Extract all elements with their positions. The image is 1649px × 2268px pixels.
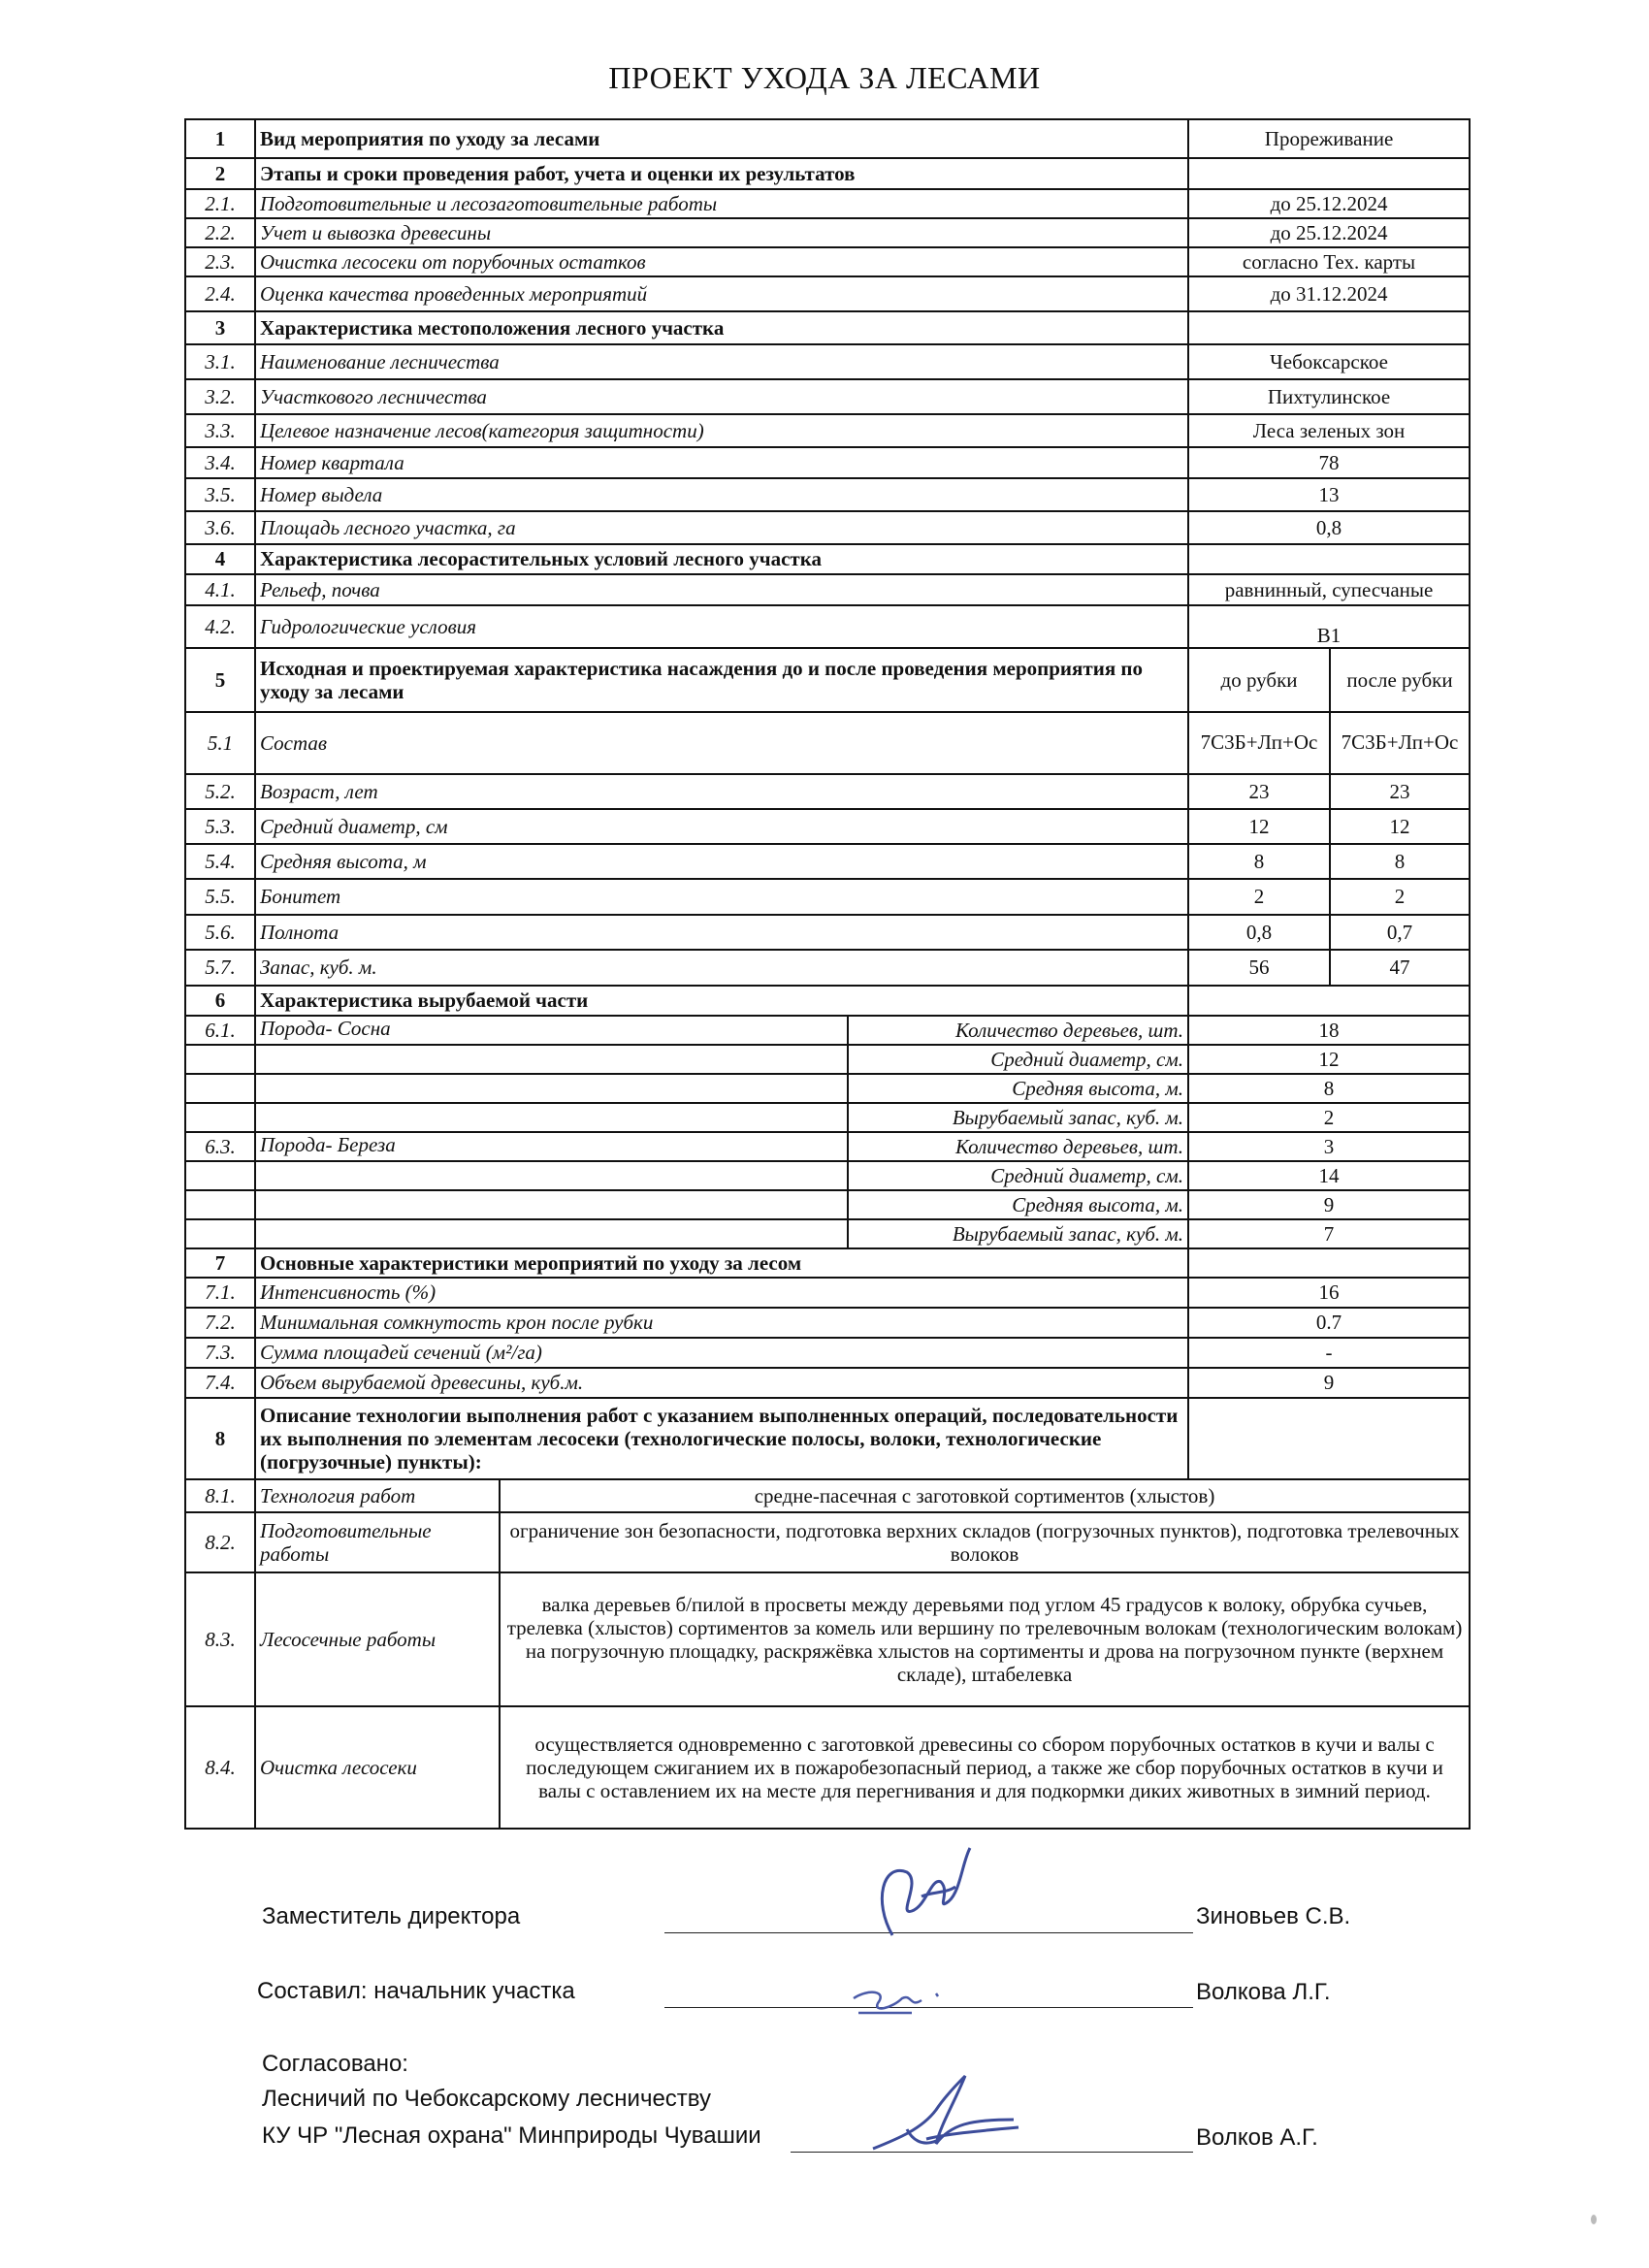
item-label: Учет и вывозка древесины bbox=[255, 218, 1188, 247]
row-7 bbox=[185, 1248, 1470, 1278]
param-value: 8 bbox=[1188, 1074, 1470, 1103]
item-label: Технология работ bbox=[255, 1479, 500, 1512]
row-6-1-3 bbox=[185, 1074, 1470, 1103]
forester-title-line1: Лесничий по Чебоксарскому лесничеству bbox=[262, 2086, 712, 2112]
item-value: валка деревьев б/пилой в просветы между деревьями под углом 45 градусов к волоку, обрубка сучьев, трелевка (хлыстов) сортиментов за комель или вершину по трелевочным волокам (технологическим волокам) на погрузочную площадку, раскряжёвка хлыстов на сортименты и дрова на погрузочном пункте (верхнем складе), штабелевка bbox=[500, 1572, 1470, 1706]
row-4-1 bbox=[185, 574, 1470, 605]
item-value: 0,8 bbox=[1188, 511, 1470, 544]
section-number: 4 bbox=[185, 544, 255, 574]
section-title: Описание технологии выполнения работ с указанием выполненных операций, последовательности их выполнения по элементам лесосеки (технологические полосы, волоки, технологические (погрузочные) пункты): bbox=[255, 1398, 1188, 1479]
row-6-2-2 bbox=[185, 1161, 1470, 1190]
row-5-3 bbox=[185, 809, 1470, 844]
row-7-1 bbox=[185, 1278, 1470, 1308]
item-value: 13 bbox=[1188, 478, 1470, 511]
row-8-1 bbox=[185, 1479, 1470, 1512]
param-label: Средняя высота, м. bbox=[848, 1074, 1188, 1103]
param-label: Количество деревьев, шт. bbox=[848, 1016, 1188, 1045]
after-value: 7С3Б+Лп+Ос bbox=[1330, 712, 1470, 774]
item-value: 78 bbox=[1188, 447, 1470, 478]
forest-care-table bbox=[184, 118, 1471, 1830]
param-label: Средняя высота, м. bbox=[848, 1190, 1188, 1219]
row-5-5 bbox=[185, 879, 1470, 915]
compiler-signature bbox=[844, 1969, 960, 2027]
row-5 bbox=[185, 648, 1470, 712]
before-value: 2 bbox=[1188, 879, 1330, 915]
item-value: ограничение зон безопасности, подготовка верхних складов (погрузочных пунктов), подготовка трелевочных волоков bbox=[500, 1512, 1470, 1572]
item-number: 8.1. bbox=[185, 1479, 255, 1512]
item-value: 16 bbox=[1188, 1278, 1470, 1308]
row-3-4 bbox=[185, 447, 1470, 478]
item-label: Объем вырубаемой древесины, куб.м. bbox=[255, 1368, 1188, 1398]
section-title: Основные характеристики мероприятий по уходу за лесом bbox=[255, 1248, 1188, 1278]
item-number: 3.6. bbox=[185, 511, 255, 544]
after-value: 0,7 bbox=[1330, 915, 1470, 950]
section-title: Характеристика местоположения лесного участка bbox=[255, 311, 1188, 344]
empty-cell bbox=[255, 1103, 848, 1132]
param-value: 7 bbox=[1188, 1219, 1470, 1248]
after-value: 8 bbox=[1330, 844, 1470, 879]
item-number: 2.3. bbox=[185, 247, 255, 276]
section-title: Характеристика вырубаемой части bbox=[255, 986, 1188, 1016]
item-label: Рельеф, почва bbox=[255, 574, 1188, 605]
item-number: 3.4. bbox=[185, 447, 255, 478]
row-6-1-2 bbox=[185, 1045, 1470, 1074]
row-8-4 bbox=[185, 1706, 1470, 1829]
item-label: Интенсивность (%) bbox=[255, 1278, 1188, 1308]
section-number: 7 bbox=[185, 1248, 255, 1278]
before-value: 7С3Б+Лп+Ос bbox=[1188, 712, 1330, 774]
row-5-7 bbox=[185, 950, 1470, 986]
section-number: 6 bbox=[185, 986, 255, 1016]
row-5-6 bbox=[185, 915, 1470, 950]
empty-cell bbox=[1188, 986, 1470, 1016]
section-title: Характеристика лесорастительных условий лесного участка bbox=[255, 544, 1188, 574]
item-label: Бонитет bbox=[255, 879, 1188, 915]
param-value: 3 bbox=[1188, 1132, 1470, 1161]
row-6-1-1 bbox=[185, 1016, 1470, 1045]
empty-cell bbox=[185, 1103, 255, 1132]
section-number: 3 bbox=[185, 311, 255, 344]
item-number: 8.3. bbox=[185, 1572, 255, 1706]
agreed-label: Согласовано: bbox=[262, 2051, 408, 2077]
row-8 bbox=[185, 1398, 1470, 1479]
item-number: 5.4. bbox=[185, 844, 255, 879]
species-label: Порода- Береза bbox=[255, 1132, 848, 1161]
empty-cell bbox=[185, 1161, 255, 1190]
item-number: 3.1. bbox=[185, 344, 255, 379]
param-label: Средний диаметр, см. bbox=[848, 1045, 1188, 1074]
item-label: Подготовительные и лесозаготовительные работы bbox=[255, 189, 1188, 218]
after-header: после рубки bbox=[1330, 648, 1470, 712]
after-value: 2 bbox=[1330, 879, 1470, 915]
row-2-4 bbox=[185, 276, 1470, 311]
document-title: ПРОЕКТ УХОДА ЗА ЛЕСАМИ bbox=[608, 60, 1041, 95]
item-label: Номер выдела bbox=[255, 478, 1188, 511]
param-label: Вырубаемый запас, куб. м. bbox=[848, 1219, 1188, 1248]
item-number: 7.3. bbox=[185, 1338, 255, 1368]
row-3-6 bbox=[185, 511, 1470, 544]
item-label: Подготовительные работы bbox=[255, 1512, 500, 1572]
row-7-4 bbox=[185, 1368, 1470, 1398]
item-number: 8.4. bbox=[185, 1706, 255, 1829]
item-value: до 25.12.2024 bbox=[1188, 189, 1470, 218]
row-7-3 bbox=[185, 1338, 1470, 1368]
item-number: 3.3. bbox=[185, 414, 255, 447]
section-title: Вид мероприятия по уходу за лесами bbox=[255, 119, 1188, 158]
item-value: В1 bbox=[1188, 605, 1470, 648]
before-value: 23 bbox=[1188, 774, 1330, 809]
item-label: Наименование лесничества bbox=[255, 344, 1188, 379]
empty-cell bbox=[185, 1045, 255, 1074]
item-label: Площадь лесного участка, га bbox=[255, 511, 1188, 544]
item-number: 4.1. bbox=[185, 574, 255, 605]
deputy-signature bbox=[854, 1843, 989, 1950]
item-number: 6.3. bbox=[185, 1132, 255, 1161]
section-number: 5 bbox=[185, 648, 255, 712]
after-value: 12 bbox=[1330, 809, 1470, 844]
item-value: Леса зеленых зон bbox=[1188, 414, 1470, 447]
row-2 bbox=[185, 158, 1470, 189]
scan-mark bbox=[1591, 2215, 1597, 2224]
empty-cell bbox=[255, 1161, 848, 1190]
row-4-2 bbox=[185, 605, 1470, 648]
item-number: 5.2. bbox=[185, 774, 255, 809]
row-6-2-4 bbox=[185, 1219, 1470, 1248]
item-value: равнинный, супесчаные bbox=[1188, 574, 1470, 605]
forester-name: Волков А.Г. bbox=[1196, 2124, 1318, 2151]
item-value: Чебоксарское bbox=[1188, 344, 1470, 379]
row-3-1 bbox=[185, 344, 1470, 379]
row-8-2 bbox=[185, 1512, 1470, 1572]
item-number: 5.1 bbox=[185, 712, 255, 774]
section-number: 2 bbox=[185, 158, 255, 189]
empty-cell bbox=[185, 1219, 255, 1248]
row-3-3 bbox=[185, 414, 1470, 447]
item-label: Средняя высота, м bbox=[255, 844, 1188, 879]
item-number: 2.1. bbox=[185, 189, 255, 218]
row-5-1 bbox=[185, 712, 1470, 774]
item-value: средне-пасечная с заготовкой сортиментов (хлыстов) bbox=[500, 1479, 1470, 1512]
before-value: 12 bbox=[1188, 809, 1330, 844]
item-value: согласно Тех. карты bbox=[1188, 247, 1470, 276]
item-label: Запас, куб. м. bbox=[255, 950, 1188, 986]
item-value: Пихтулинское bbox=[1188, 379, 1470, 414]
section-number: 1 bbox=[185, 119, 255, 158]
row-2-2 bbox=[185, 218, 1470, 247]
item-label: Полнота bbox=[255, 915, 1188, 950]
section-title: Исходная и проектируемая характеристика насаждения до и после проведения мероприятия по уходу за лесами bbox=[255, 648, 1188, 712]
section-number: 8 bbox=[185, 1398, 255, 1479]
item-number: 3.2. bbox=[185, 379, 255, 414]
compiler-title: Составил: начальник участка bbox=[257, 1978, 575, 2004]
row-4 bbox=[185, 544, 1470, 574]
before-value: 0,8 bbox=[1188, 915, 1330, 950]
row-3-2 bbox=[185, 379, 1470, 414]
item-number: 3.5. bbox=[185, 478, 255, 511]
item-number: 7.4. bbox=[185, 1368, 255, 1398]
row-1 bbox=[185, 119, 1470, 158]
compiler-name: Волкова Л.Г. bbox=[1196, 1979, 1331, 2005]
empty-cell bbox=[185, 1190, 255, 1219]
empty-cell bbox=[255, 1190, 848, 1219]
item-number: 5.6. bbox=[185, 915, 255, 950]
item-number: 5.7. bbox=[185, 950, 255, 986]
item-label: Оценка качества проведенных мероприятий bbox=[255, 276, 1188, 311]
item-value: осуществляется одновременно с заготовкой древесины со сбором порубочных остатков в кучи и валы с последующем сжиганием их в пожаробезопасный период, а также же сбор порубочных остатков в кучи и валы с оставлением их на месте для перегнивания и для подкормки диких животных в зимний период. bbox=[500, 1706, 1470, 1829]
item-label: Очистка лесосеки bbox=[255, 1706, 500, 1829]
empty-cell bbox=[255, 1219, 848, 1248]
after-value: 23 bbox=[1330, 774, 1470, 809]
item-label: Минимальная сомкнутость крон после рубки bbox=[255, 1308, 1188, 1338]
row-7-2 bbox=[185, 1308, 1470, 1338]
forester-signature bbox=[868, 2071, 1023, 2158]
item-label: Целевое назначение лесов(категория защитности) bbox=[255, 414, 1188, 447]
param-label: Вырубаемый запас, куб. м. bbox=[848, 1103, 1188, 1132]
param-label: Количество деревьев, шт. bbox=[848, 1132, 1188, 1161]
deputy-name: Зиновьев С.В. bbox=[1196, 1903, 1351, 1929]
row-6-2-3 bbox=[185, 1190, 1470, 1219]
param-value: 2 bbox=[1188, 1103, 1470, 1132]
item-number: 2.2. bbox=[185, 218, 255, 247]
item-label: Сумма площадей сечений (м²/га) bbox=[255, 1338, 1188, 1368]
row-5-2 bbox=[185, 774, 1470, 809]
item-number: 5.3. bbox=[185, 809, 255, 844]
row-3-5 bbox=[185, 478, 1470, 511]
before-value: 8 bbox=[1188, 844, 1330, 879]
row-3 bbox=[185, 311, 1470, 344]
item-number: 5.5. bbox=[185, 879, 255, 915]
item-number: 8.2. bbox=[185, 1512, 255, 1572]
param-label: Средний диаметр, см. bbox=[848, 1161, 1188, 1190]
item-number: 7.2. bbox=[185, 1308, 255, 1338]
row-6 bbox=[185, 986, 1470, 1016]
item-value: - bbox=[1188, 1338, 1470, 1368]
item-label: Возраст, лет bbox=[255, 774, 1188, 809]
forester-title-line2: КУ ЧР "Лесная охрана" Минприроды Чувашии bbox=[262, 2122, 761, 2149]
item-number: 2.4. bbox=[185, 276, 255, 311]
row-6-2-1 bbox=[185, 1132, 1470, 1161]
item-number: 7.1. bbox=[185, 1278, 255, 1308]
deputy-title: Заместитель директора bbox=[262, 1903, 521, 1929]
item-value: 0.7 bbox=[1188, 1308, 1470, 1338]
item-label: Участкового лесничества bbox=[255, 379, 1188, 414]
item-value: 9 bbox=[1188, 1368, 1470, 1398]
empty-cell bbox=[1188, 1248, 1470, 1278]
item-label: Гидрологические условия bbox=[255, 605, 1188, 648]
row-6-1-4 bbox=[185, 1103, 1470, 1132]
param-value: 18 bbox=[1188, 1016, 1470, 1045]
before-header: до рубки bbox=[1188, 648, 1330, 712]
empty-cell bbox=[255, 1074, 848, 1103]
empty-cell bbox=[185, 1074, 255, 1103]
section-title: Этапы и сроки проведения работ, учета и оценки их результатов bbox=[255, 158, 1188, 189]
item-value: до 25.12.2024 bbox=[1188, 218, 1470, 247]
param-value: 12 bbox=[1188, 1045, 1470, 1074]
activity-type-value: Прореживание bbox=[1188, 119, 1470, 158]
empty-cell bbox=[255, 1045, 848, 1074]
empty-cell bbox=[1188, 1398, 1470, 1479]
item-label: Очистка лесосеки от порубочных остатков bbox=[255, 247, 1188, 276]
item-value: до 31.12.2024 bbox=[1188, 276, 1470, 311]
row-5-4 bbox=[185, 844, 1470, 879]
empty-cell bbox=[1188, 158, 1470, 189]
before-value: 56 bbox=[1188, 950, 1330, 986]
row-2-3 bbox=[185, 247, 1470, 276]
param-value: 9 bbox=[1188, 1190, 1470, 1219]
empty-cell bbox=[1188, 311, 1470, 344]
param-value: 14 bbox=[1188, 1161, 1470, 1190]
item-number: 6.1. bbox=[185, 1016, 255, 1045]
row-2-1 bbox=[185, 189, 1470, 218]
empty-cell bbox=[1188, 544, 1470, 574]
species-label: Порода- Сосна bbox=[255, 1016, 848, 1045]
row-8-3 bbox=[185, 1572, 1470, 1706]
item-label: Состав bbox=[255, 712, 1188, 774]
after-value: 47 bbox=[1330, 950, 1470, 986]
item-label: Номер квартала bbox=[255, 447, 1188, 478]
item-label: Средний диаметр, см bbox=[255, 809, 1188, 844]
item-number: 4.2. bbox=[185, 605, 255, 648]
item-label: Лесосечные работы bbox=[255, 1572, 500, 1706]
